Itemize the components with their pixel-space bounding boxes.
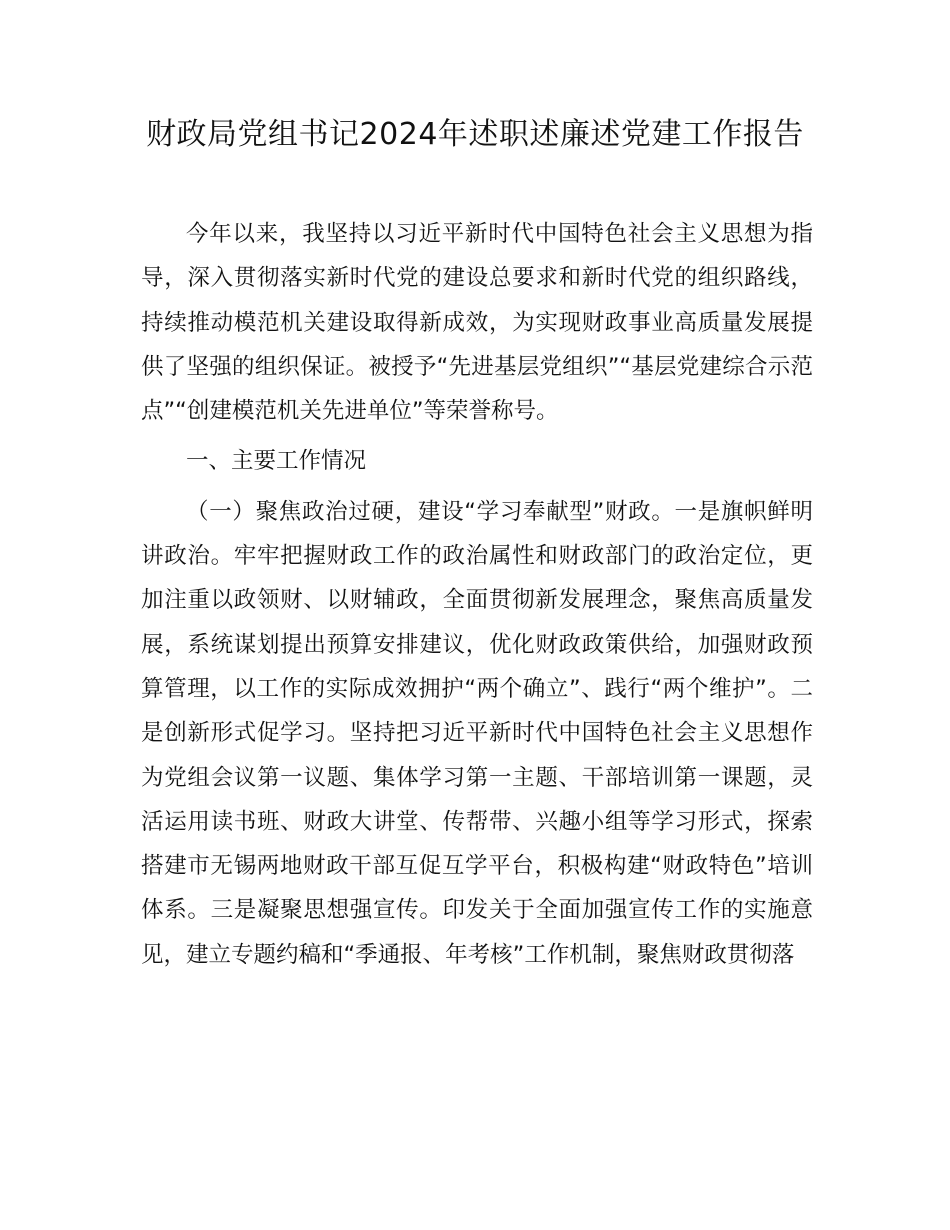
- intro-paragraph: 今年以来，我坚持以习近平新时代中国特色社会主义思想为指导，深入贯彻落实新时代党的建设总要求和新时代党的组织路线，持续推动模范机关建设取得新成效，为实现财政事业高质量发展提供了坚强的组织保证。被授予“先进基层党组织”“基层党建综合示范点”“创建模范机关先进单位”等荣誉称号。: [141, 221, 813, 425]
- section-heading: 一、主要工作情况: [186, 448, 367, 475]
- document-body: [141, 212, 813, 977]
- section-paragraph: （一）聚焦政治过硬，建设“学习奉献型”财政。一是旗帜鲜明讲政治。牢牢把握财政工作的政治属性和财政部门的政治定位，更加注重以政领财、以财辅政，全面贯彻新发展理念，聚焦高质量发展，系统谋划提出预算安排建议，优化财政政策供给，加强财政预算管理，以工作的实际成效拥护“两个确立”、践行“两个维护”。二是创新形式促学习。坚持把习近平新时代中国特色社会主义思想作为党组会议第一议题、集体学习第一主题、干部培训第一课题，灵活运用读书班、财政大讲堂、传帮带、兴趣小组等学习形式，探索搭建市无锡两地财政干部互促互学平台，积极构建“财政特色”培训体系。三是凝聚思想强宣传。印发关于全面加强宣传工作的实施意见，建立专题约稿和“季通报、年考核”工作机制，聚焦财政贯彻落: [141, 498, 813, 968]
- document-title: 财政局党组书记2024年述职述廉述党建工作报告: [146, 117, 804, 152]
